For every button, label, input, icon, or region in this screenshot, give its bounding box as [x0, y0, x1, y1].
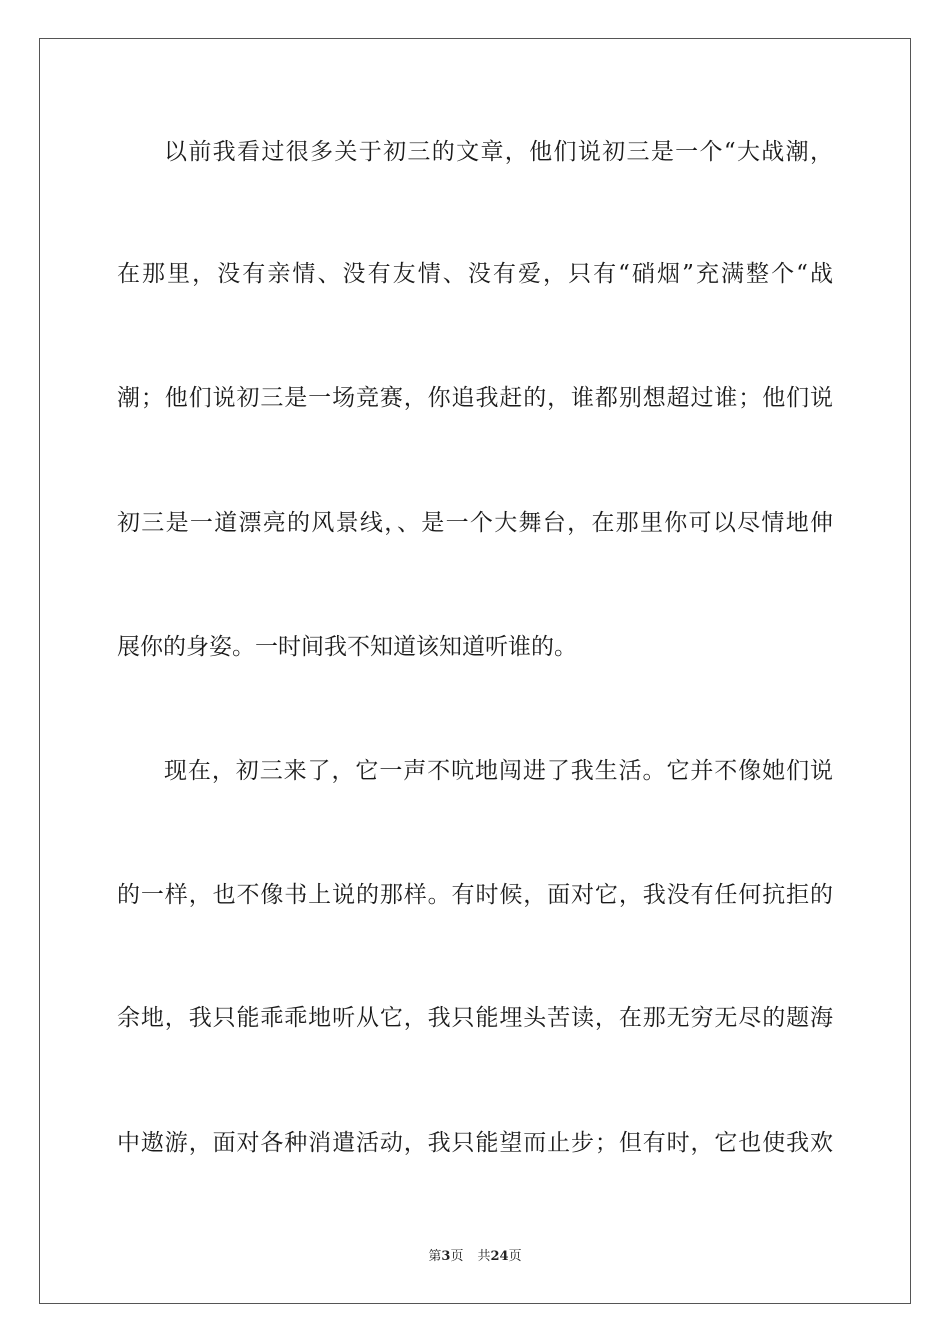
page-footer	[0, 1248, 950, 1266]
text-line-3: 潮；他们说初三是一场竞赛，你追我赶的，谁都别想超过谁；他们说	[117, 385, 833, 411]
text-line-7: 的一样，也不像书上说的那样。有时候，面对它，我没有任何抗拒的	[117, 882, 833, 908]
text-line-2: 在那里，没有亲情、没有友情、没有爱，只有“硝烟”充满整个“战	[117, 261, 833, 287]
text-line-4: 初三是一道漂亮的风景线，、是一个大舞台，在那里你可以尽情地伸	[117, 510, 833, 536]
text-line-6: 现在，初三来了，它一声不吭地闯进了我生活。它并不像她们说	[164, 758, 833, 784]
text-line-8: 余地，我只能乖乖地听从它，我只能埋头苦读，在那无穷无尽的题海	[117, 1005, 833, 1031]
footer-total-number: 24	[490, 1249, 509, 1264]
text-line-1: 以前我看过很多关于初三的文章，他们说初三是一个“大战潮，	[164, 139, 833, 165]
footer-page-suffix: 页	[450, 1249, 464, 1264]
footer-page-prefix: 第	[428, 1249, 442, 1264]
footer-total-prefix: 共	[477, 1249, 491, 1264]
footer-page-number: 3	[441, 1249, 451, 1264]
page-border	[39, 38, 911, 1304]
text-line-5: 展你的身姿。一时间我不知道该知道听谁的。	[117, 634, 577, 660]
text-line-9: 中遨游，面对各种消遣活动，我只能望而止步；但有时，它也使我欢	[117, 1130, 833, 1156]
footer-total-suffix: 页	[508, 1249, 522, 1264]
